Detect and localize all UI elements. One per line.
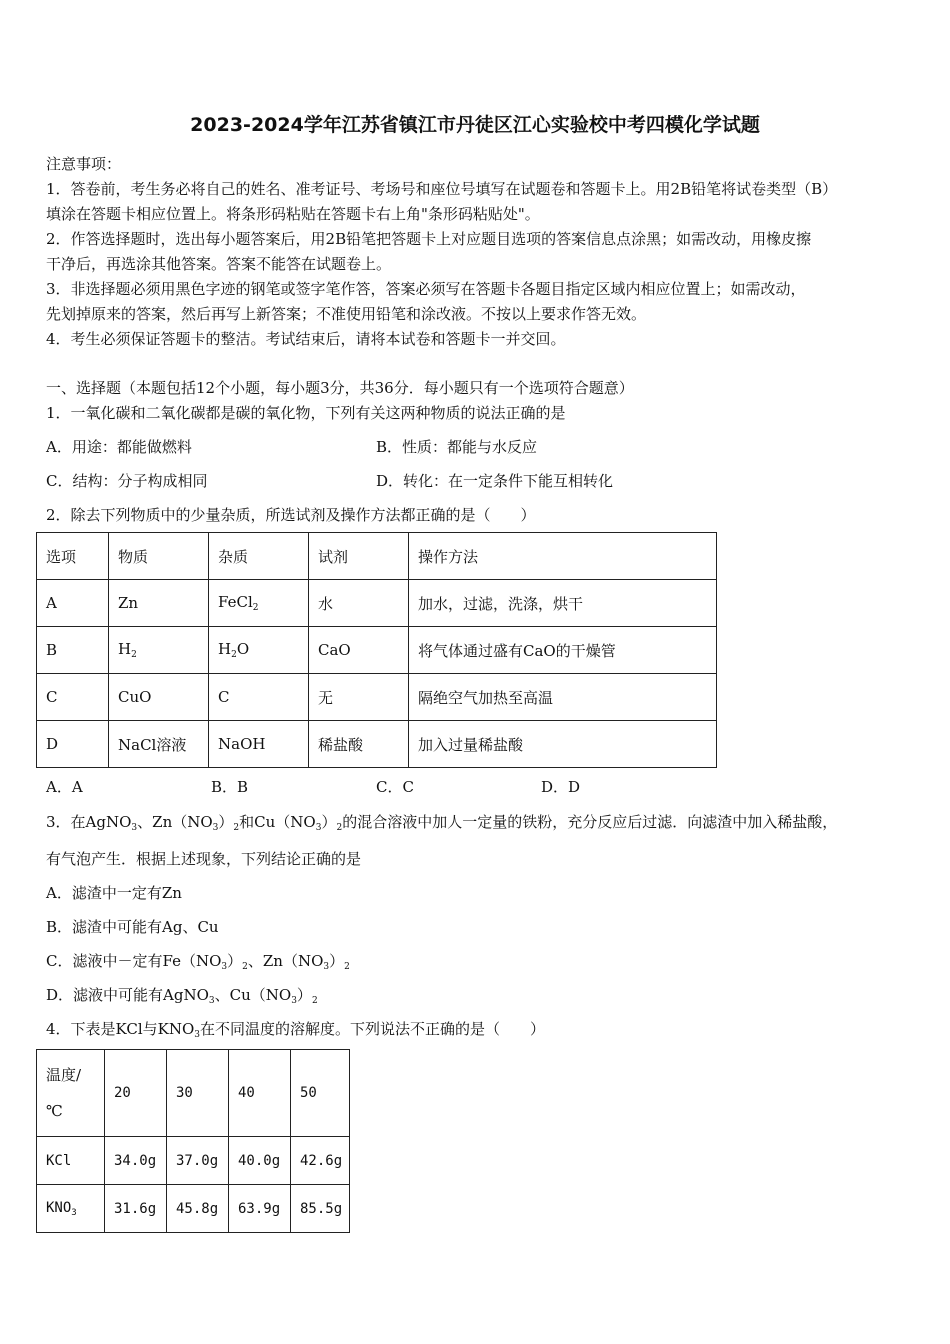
table-cell: FeCl$_2$ <box>209 580 309 627</box>
table-cell: C <box>209 674 309 721</box>
q1-option-c: C．结构：分子构成相同 <box>46 472 208 490</box>
table-cell: 45.8g <box>167 1185 229 1233</box>
header-cell: 温度/ ℃ <box>37 1050 105 1137</box>
question-1-stem: 1．一氧化碳和二氧化碳都是碳的氧化物，下列有关这两种物质的说法正确的是 <box>46 404 566 422</box>
q3-option-d: D．滤液中可能有AgNO$_3$、$Cu(NO_3)_2$ <box>46 986 318 1006</box>
table-cell: 将气体通过盛有CaO的干燥管 <box>409 627 717 674</box>
section-heading: 一、选择题（本题包括12个小题，每小题3分，共36分．每小题只有一个选项符合题意） <box>46 379 634 397</box>
table-cell: $KNO_3$ <box>37 1185 105 1233</box>
q1-option-b: B．性质：都能与水反应 <box>376 438 538 456</box>
header-cell: 50 <box>291 1050 350 1137</box>
table-cell: Zn <box>109 580 209 627</box>
notice-line: 填涂在答题卡相应位置上。将条形码粘贴在答题卡右上角"条形码粘贴处"。 <box>46 205 540 223</box>
question-3-stem: 3．在AgNO$_3$、$Zn(NO_3)_2$和$Cu(NO_3)_2$的混合溶液中加人一定量的铁粉，充分反应后过滤．向滤渣中加入稀盐酸， <box>46 813 838 833</box>
header-cell: 30 <box>167 1050 229 1137</box>
notice-line: 4．考生必须保证答题卡的整洁。考试结束后，请将本试卷和答题卡一并交回。 <box>46 330 566 348</box>
table-cell: 水 <box>309 580 409 627</box>
table-cell: $H_2$ <box>109 627 209 674</box>
table-cell: CuO <box>109 674 209 721</box>
table-cell: B <box>37 627 109 674</box>
table-cell: 34.0g <box>105 1137 167 1185</box>
table-cell: NaOH <box>209 721 309 768</box>
q2-option-c: C．C <box>376 778 414 796</box>
table-row <box>37 627 717 674</box>
table-cell: C <box>37 674 109 721</box>
table-cell: 40.0g <box>229 1137 291 1185</box>
header-cell: 操作方法 <box>409 533 717 580</box>
header-cell: 20 <box>105 1050 167 1137</box>
question-4-stem: 4．下表是KCl与$KNO_3$在不同温度的溶解度。下列说法不正确的是（ ） <box>46 1020 546 1040</box>
page-title: 2023-2024学年江苏省镇江市丹徒区江心实验校中考四模化学试题 <box>190 114 760 136</box>
table-cell: 85.5g <box>291 1185 350 1233</box>
header-cell: 选项 <box>37 533 109 580</box>
table-cell: 31.6g <box>105 1185 167 1233</box>
table-cell: 加入过量稀盐酸 <box>409 721 717 768</box>
question-2-stem: 2．除去下列物质中的少量杂质，所选试剂及操作方法都正确的是（ ） <box>46 506 536 524</box>
notice-line: 先划掉原来的答案，然后再写上新答案；不准使用铅笔和涂改液。不按以上要求作答无效。 <box>46 305 647 323</box>
q2-option-a: A．A <box>46 778 83 796</box>
q2-table <box>36 532 717 768</box>
table-row <box>37 580 717 627</box>
table-cell: 37.0g <box>167 1137 229 1185</box>
table-row <box>37 674 717 721</box>
table-cell: 无 <box>309 674 409 721</box>
table-cell: 隔绝空气加热至高温 <box>409 674 717 721</box>
q2-option-b: B．B <box>211 778 249 796</box>
q4-solubility-table <box>36 1049 350 1233</box>
table-cell: 63.9g <box>229 1185 291 1233</box>
table-row <box>37 721 717 768</box>
q2-option-d: D．D <box>541 778 581 796</box>
table-cell: D <box>37 721 109 768</box>
header-cell: 试剂 <box>309 533 409 580</box>
table-header-row <box>37 1050 350 1137</box>
q3-option-a: A．滤渣中一定有Zn <box>46 884 182 902</box>
header-cell: 40 <box>229 1050 291 1137</box>
q3-option-c: C．滤液中－定有$Fe(NO_3)_2$、$Zn(NO_3)_2$ <box>46 952 350 972</box>
table-cell: NaCl溶液 <box>109 721 209 768</box>
table-cell: CaO <box>309 627 409 674</box>
table-cell: $H_2O$ <box>209 627 309 674</box>
table-cell: 42.6g <box>291 1137 350 1185</box>
notice-heading: 注意事项： <box>46 155 122 173</box>
notice-line: 2．作答选择题时，选出每小题答案后，用2B铅笔把答题卡上对应题目选项的答案信息点涂黑；如需改动，用橡皮擦 <box>46 230 812 248</box>
header-cell: 杂质 <box>209 533 309 580</box>
table-row <box>37 1185 350 1233</box>
q1-option-a: A．用途：都能做燃料 <box>46 438 192 456</box>
table-row <box>37 1137 350 1185</box>
notice-line: 干净后，再选涂其他答案。答案不能答在试题卷上。 <box>46 255 392 273</box>
q1-option-d: D．转化：在一定条件下能互相转化 <box>376 472 614 490</box>
question-3-stem-continued: 有气泡产生．根据上述现象，下列结论正确的是 <box>46 850 362 868</box>
table-cell: A <box>37 580 109 627</box>
table-header-row <box>37 533 717 580</box>
table-cell: 稀盐酸 <box>309 721 409 768</box>
notice-line: 3．非选择题必须用黑色字迹的钢笔或签字笔作答，答案必须写在答题卡各题目指定区域内相应位置上；如需改动， <box>46 280 806 298</box>
notice-line: 1．答卷前，考生务必将自己的姓名、准考证号、考场号和座位号填写在试题卷和答题卡上。用2B铅笔将试卷类型（B） <box>46 180 838 198</box>
q3-option-b: B．滤渣中可能有Ag、Cu <box>46 918 219 936</box>
table-cell: KCl <box>37 1137 105 1185</box>
table-cell: 加水，过滤，洗涤，烘干 <box>409 580 717 627</box>
header-cell: 物质 <box>109 533 209 580</box>
